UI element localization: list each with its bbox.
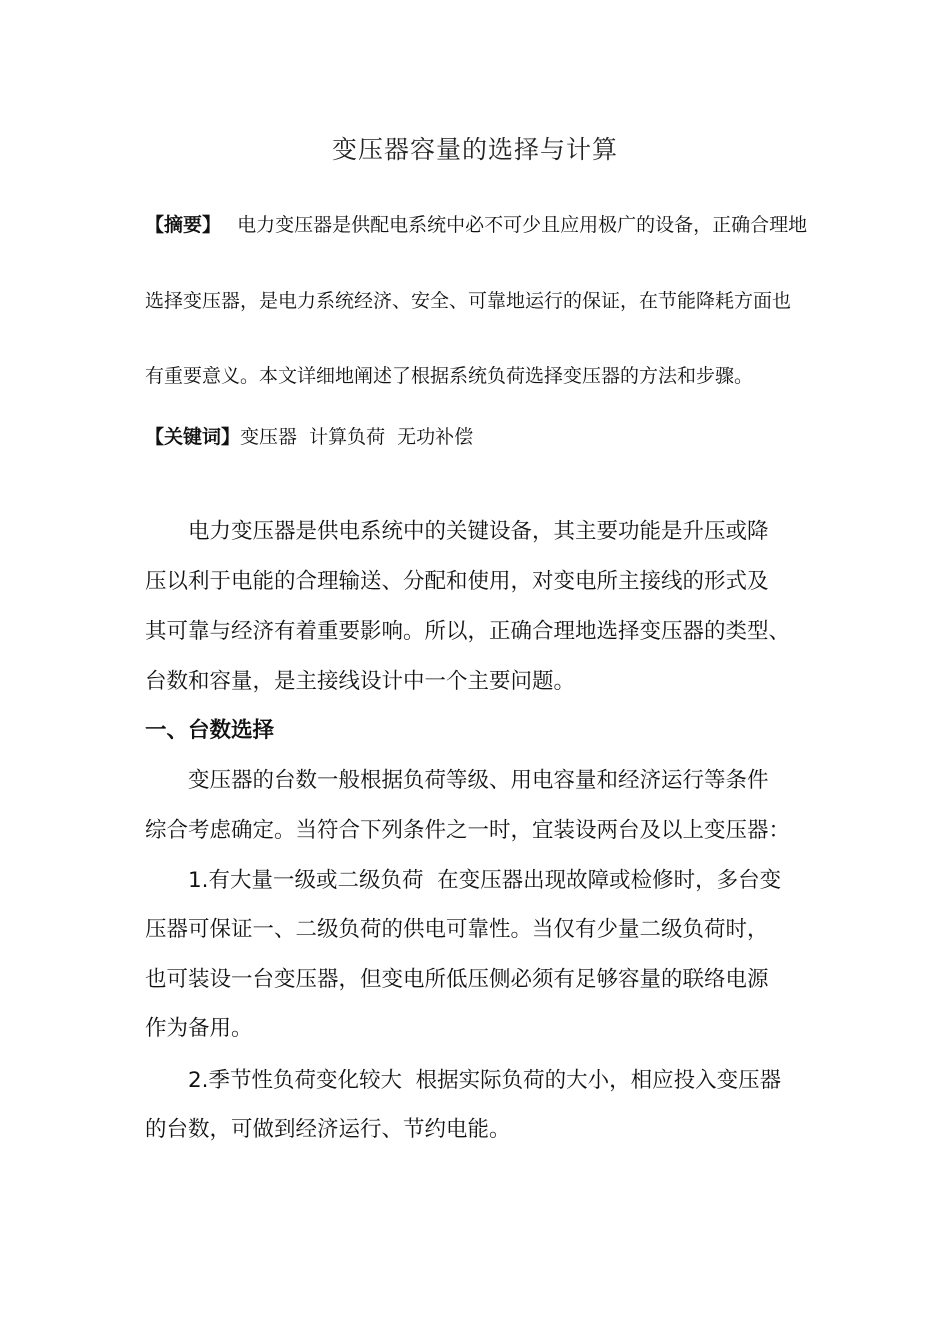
intro-line-1: 电力变压器是供电系统中的关键设备，其主要功能是升压或降: [188, 519, 769, 544]
abstract-line-3: 有重要意义。本文详细地阐述了根据系统负荷选择变压器的方法和步骤。: [145, 365, 754, 387]
section-line-1: 变压器的台数一般根据负荷等级、用电容量和经济运行等条件: [188, 768, 769, 793]
keywords-text: 变压器 计算负荷 无功补偿: [240, 426, 474, 448]
keywords-line: [145, 424, 473, 450]
abstract-label: 【摘要】: [145, 214, 222, 236]
abstract-text-1: 电力变压器是供配电系统中必不可少且应用极广的设备，正确合理地: [237, 214, 808, 236]
abstract-line-2: 选择变压器，是电力系统经济、安全、可靠地运行的保证，在节能降耗方面也: [145, 290, 792, 312]
intro-line-2: 压以利于电能的合理输送、分配和使用，对变电所主接线的形式及: [145, 569, 769, 594]
intro-line-3: 其可靠与经济有着重要影响。所以，正确合理地选择变压器的类型、: [145, 619, 791, 644]
item1-line-1: 1.有大量一级或二级负荷 在变压器出现故障或检修时，多台变: [188, 868, 782, 893]
section-line-2: 综合考虑确定。当符合下列条件之一时，宜装设两台及以上变压器：: [145, 818, 791, 843]
item2-line-1: 2.季节性负荷变化较大 根据实际负荷的大小，相应投入变压器: [188, 1068, 782, 1093]
intro-line-4: 台数和容量，是主接线设计中一个主要问题。: [145, 669, 576, 694]
item1-line-4: 作为备用。: [145, 1016, 253, 1041]
item1-line-2: 压器可保证一、二级负荷的供电可靠性。当仅有少量二级负荷时，: [145, 917, 769, 942]
keywords-label: 【关键词】: [145, 426, 241, 448]
document-title: 变压器容量的选择与计算: [331, 135, 618, 164]
abstract-line-1: [145, 212, 807, 238]
item1-line-3: 也可装设一台变压器，但变电所低压侧必须有足够容量的联络电源: [145, 967, 769, 992]
item2-line-2: 的台数，可做到经济运行、节约电能。: [145, 1117, 511, 1142]
section-heading: 一、台数选择: [145, 718, 275, 743]
